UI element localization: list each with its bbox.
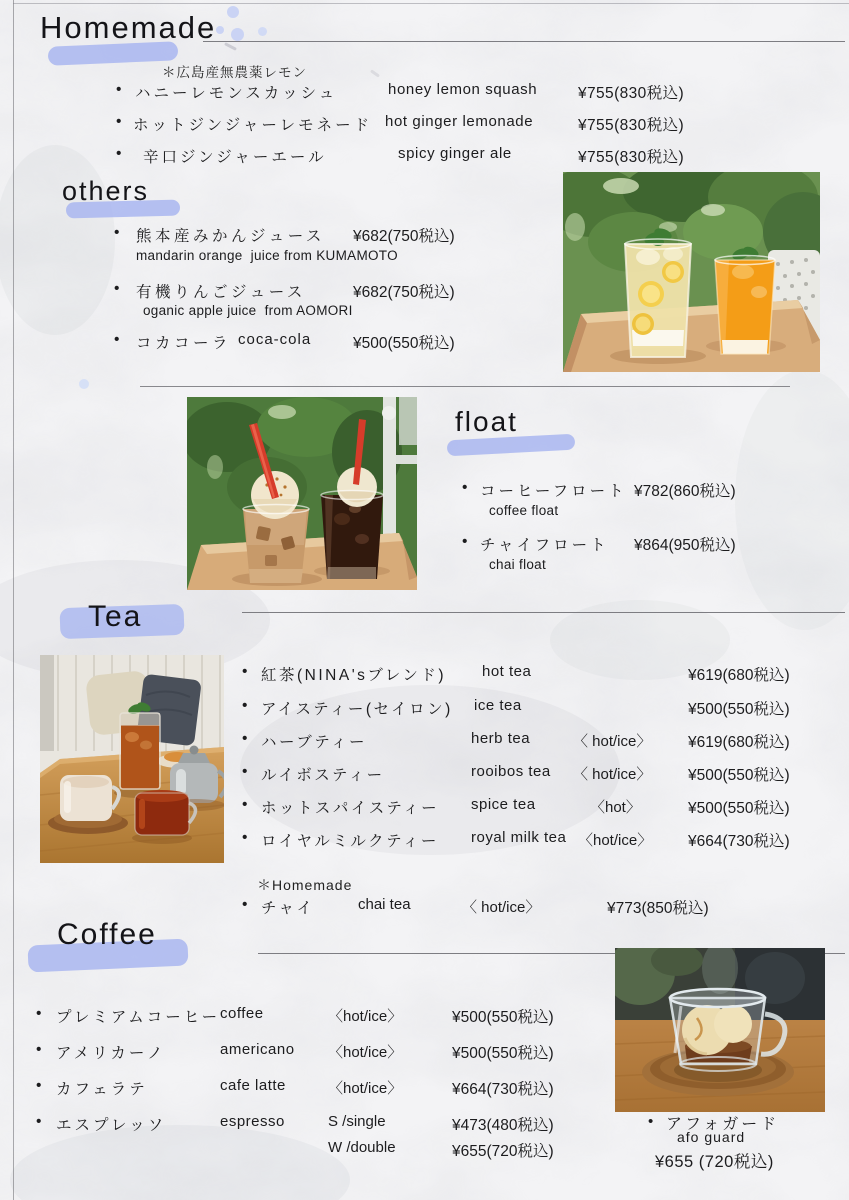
item-name-jp: カフェラテ bbox=[56, 1081, 148, 1098]
item-option: 〈hot/ice〉 bbox=[328, 1044, 403, 1061]
item-price: ¥473(480税込) bbox=[452, 1117, 554, 1134]
bullet-icon bbox=[242, 730, 247, 748]
bullet-icon bbox=[242, 796, 247, 814]
blue-dot-decoration bbox=[216, 26, 224, 34]
item-name-en: coffee bbox=[220, 1005, 264, 1022]
menu-item-row bbox=[0, 113, 849, 135]
item-price: ¥682(750税込) bbox=[353, 228, 455, 245]
item-price: ¥500(550税込) bbox=[688, 800, 790, 817]
item-price: ¥664(730税込) bbox=[688, 833, 790, 850]
menu-item-row bbox=[0, 1041, 849, 1063]
bullet-icon bbox=[242, 829, 247, 847]
bullet-icon bbox=[114, 280, 119, 298]
item-option: 〈hot/ice〉 bbox=[578, 832, 653, 849]
item-name-jp: コーヒーフロート bbox=[480, 483, 627, 500]
item-name-en: espresso bbox=[220, 1113, 285, 1130]
blue-dot-decoration bbox=[231, 28, 244, 41]
bullet-icon bbox=[116, 113, 121, 131]
menu-item-row bbox=[0, 796, 849, 818]
section-title-tea: Tea bbox=[88, 600, 143, 633]
item-name-en: chai tea bbox=[358, 896, 411, 913]
item-price: ¥619(680税込) bbox=[688, 667, 790, 684]
blue-dot-decoration bbox=[79, 379, 89, 389]
item-option: 〈hot/ice〉 bbox=[328, 1008, 403, 1025]
bullet-icon bbox=[36, 1113, 41, 1131]
item-price: ¥655(720税込) bbox=[452, 1143, 554, 1160]
bullet-icon bbox=[116, 145, 121, 163]
item-name-jp: 辛口ジンジャーエール bbox=[143, 149, 327, 166]
item-name-en: spicy ginger ale bbox=[398, 145, 512, 162]
section-title-others: others bbox=[62, 176, 150, 206]
item-price: ¥619(680税込) bbox=[688, 734, 790, 751]
page-top-border bbox=[13, 3, 849, 4]
blue-dot-decoration bbox=[258, 27, 267, 36]
section-rule-others bbox=[140, 386, 790, 387]
item-price: ¥755(830税込) bbox=[578, 85, 685, 102]
menu-item-row bbox=[0, 533, 849, 555]
menu-item-row bbox=[0, 224, 849, 246]
item-name-en: herb tea bbox=[471, 730, 531, 747]
blue-dot-decoration bbox=[227, 6, 239, 18]
bullet-icon bbox=[242, 697, 247, 715]
bullet-icon bbox=[114, 224, 119, 242]
section-rule-tea bbox=[242, 612, 845, 613]
bullet-icon bbox=[462, 533, 467, 551]
bullet-icon bbox=[36, 1041, 41, 1059]
menu-item-row bbox=[0, 280, 849, 302]
item-name-jp: コカコーラ bbox=[136, 335, 232, 352]
menu-item-row bbox=[0, 763, 849, 785]
section-rule-homemade bbox=[203, 41, 845, 42]
item-name-jp: チャイ bbox=[261, 900, 315, 917]
item-price: ¥755(830税込) bbox=[578, 117, 685, 134]
item-name-jp: ホットスパイスティー bbox=[261, 800, 440, 817]
menu-item-row bbox=[0, 730, 849, 752]
item-option: 〈 hot/ice〉 bbox=[462, 899, 541, 916]
homemade-lemon-note: ＊広島産無農薬レモン bbox=[162, 65, 307, 80]
menu-item-row bbox=[0, 145, 849, 167]
section-title-homemade: Homemade bbox=[40, 10, 217, 45]
item-name-en: royal milk tea bbox=[471, 829, 567, 846]
item-name-en: coca-cola bbox=[238, 331, 312, 348]
item-option: 〈hot/ice〉 bbox=[328, 1080, 403, 1097]
section-title-float: float bbox=[455, 406, 518, 437]
item-price: ¥500(550税込) bbox=[688, 701, 790, 718]
tea-homemade-note: ＊Homemade bbox=[257, 877, 353, 893]
item-sub-en: mandarin orange juice from KUMAMOTO bbox=[136, 248, 398, 263]
item-price: ¥500(550税込) bbox=[452, 1045, 554, 1062]
affogato-name-en: afo guard bbox=[677, 1129, 746, 1145]
item-name-jp: プレミアムコーヒー bbox=[56, 1009, 221, 1026]
menu-item-row bbox=[0, 896, 849, 918]
item-sub-en: chai float bbox=[489, 557, 547, 572]
item-price: ¥773(850税込) bbox=[607, 900, 709, 917]
affogato-name-jp: アフォガード bbox=[666, 1116, 780, 1133]
item-name-jp: 熊本産みかんジュース bbox=[136, 228, 325, 245]
bullet-icon bbox=[462, 479, 467, 497]
item-name-jp: アイスティー(セイロン) bbox=[261, 701, 453, 718]
item-price: ¥864(950税込) bbox=[634, 537, 736, 554]
item-name-en: americano bbox=[220, 1041, 295, 1058]
item-name-jp: ロイヤルミルクティー bbox=[261, 833, 439, 850]
menu-item-row bbox=[0, 829, 849, 851]
menu-item-row bbox=[0, 697, 849, 719]
item-name-jp: チャイフロート bbox=[480, 537, 609, 554]
section-title-coffee: Coffee bbox=[57, 918, 157, 951]
affogato-price: ¥655 (720税込) bbox=[655, 1153, 774, 1171]
bullet-icon bbox=[36, 1005, 41, 1023]
item-option: 〈 hot/ice〉 bbox=[573, 766, 652, 783]
item-name-jp: エスプレッソ bbox=[56, 1117, 167, 1134]
item-price: ¥500(550税込) bbox=[452, 1009, 554, 1026]
item-name-en: cafe latte bbox=[220, 1077, 286, 1094]
item-name-jp: ルイボスティー bbox=[261, 767, 385, 784]
menu-item-row bbox=[0, 663, 849, 685]
item-sub-en: oganic apple juice from AOMORI bbox=[143, 303, 353, 318]
item-name-en: honey lemon squash bbox=[388, 81, 538, 98]
menu-item-row bbox=[0, 1077, 849, 1099]
item-name-jp: 有機りんごジュース bbox=[136, 284, 306, 301]
item-name-en: rooibos tea bbox=[471, 763, 551, 780]
item-sub-en: coffee float bbox=[489, 503, 559, 518]
item-name-jp: ホットジンジャーレモネード bbox=[133, 117, 373, 134]
bullet-icon bbox=[114, 331, 119, 349]
menu-item-row bbox=[0, 479, 849, 501]
bullet-icon bbox=[242, 763, 247, 781]
item-name-jp: ハニーレモンスカッシュ bbox=[135, 85, 338, 102]
bullet-icon bbox=[36, 1077, 41, 1095]
item-name-en: hot tea bbox=[482, 663, 532, 680]
item-name-jp: 紅茶(NINA'sブレンド) bbox=[261, 667, 447, 684]
item-price: ¥782(860税込) bbox=[634, 483, 736, 500]
item-name-en: hot ginger lemonade bbox=[385, 113, 534, 130]
item-option: 〈 hot/ice〉 bbox=[573, 733, 652, 750]
bullet-icon bbox=[242, 663, 247, 681]
item-option: 〈hot〉 bbox=[590, 799, 641, 816]
item-price: ¥500(550税込) bbox=[353, 335, 455, 352]
item-name-en: spice tea bbox=[471, 796, 536, 813]
bullet-icon bbox=[116, 81, 121, 99]
item-price: ¥682(750税込) bbox=[353, 284, 455, 301]
item-price: ¥755(830税込) bbox=[578, 149, 685, 166]
item-price: ¥500(550税込) bbox=[688, 767, 790, 784]
menu-item-row bbox=[0, 81, 849, 103]
menu-item-row bbox=[0, 1005, 849, 1027]
item-option: S /single bbox=[328, 1113, 386, 1130]
bullet-icon: • bbox=[648, 1113, 654, 1130]
item-name-jp: ハーブティー bbox=[261, 734, 367, 751]
item-price: ¥664(730税込) bbox=[452, 1081, 554, 1098]
menu-item-row bbox=[0, 331, 849, 353]
bullet-icon bbox=[242, 896, 247, 914]
item-name-en: ice tea bbox=[474, 697, 522, 714]
item-option: W /double bbox=[328, 1139, 396, 1156]
item-name-jp: アメリカーノ bbox=[56, 1045, 166, 1062]
